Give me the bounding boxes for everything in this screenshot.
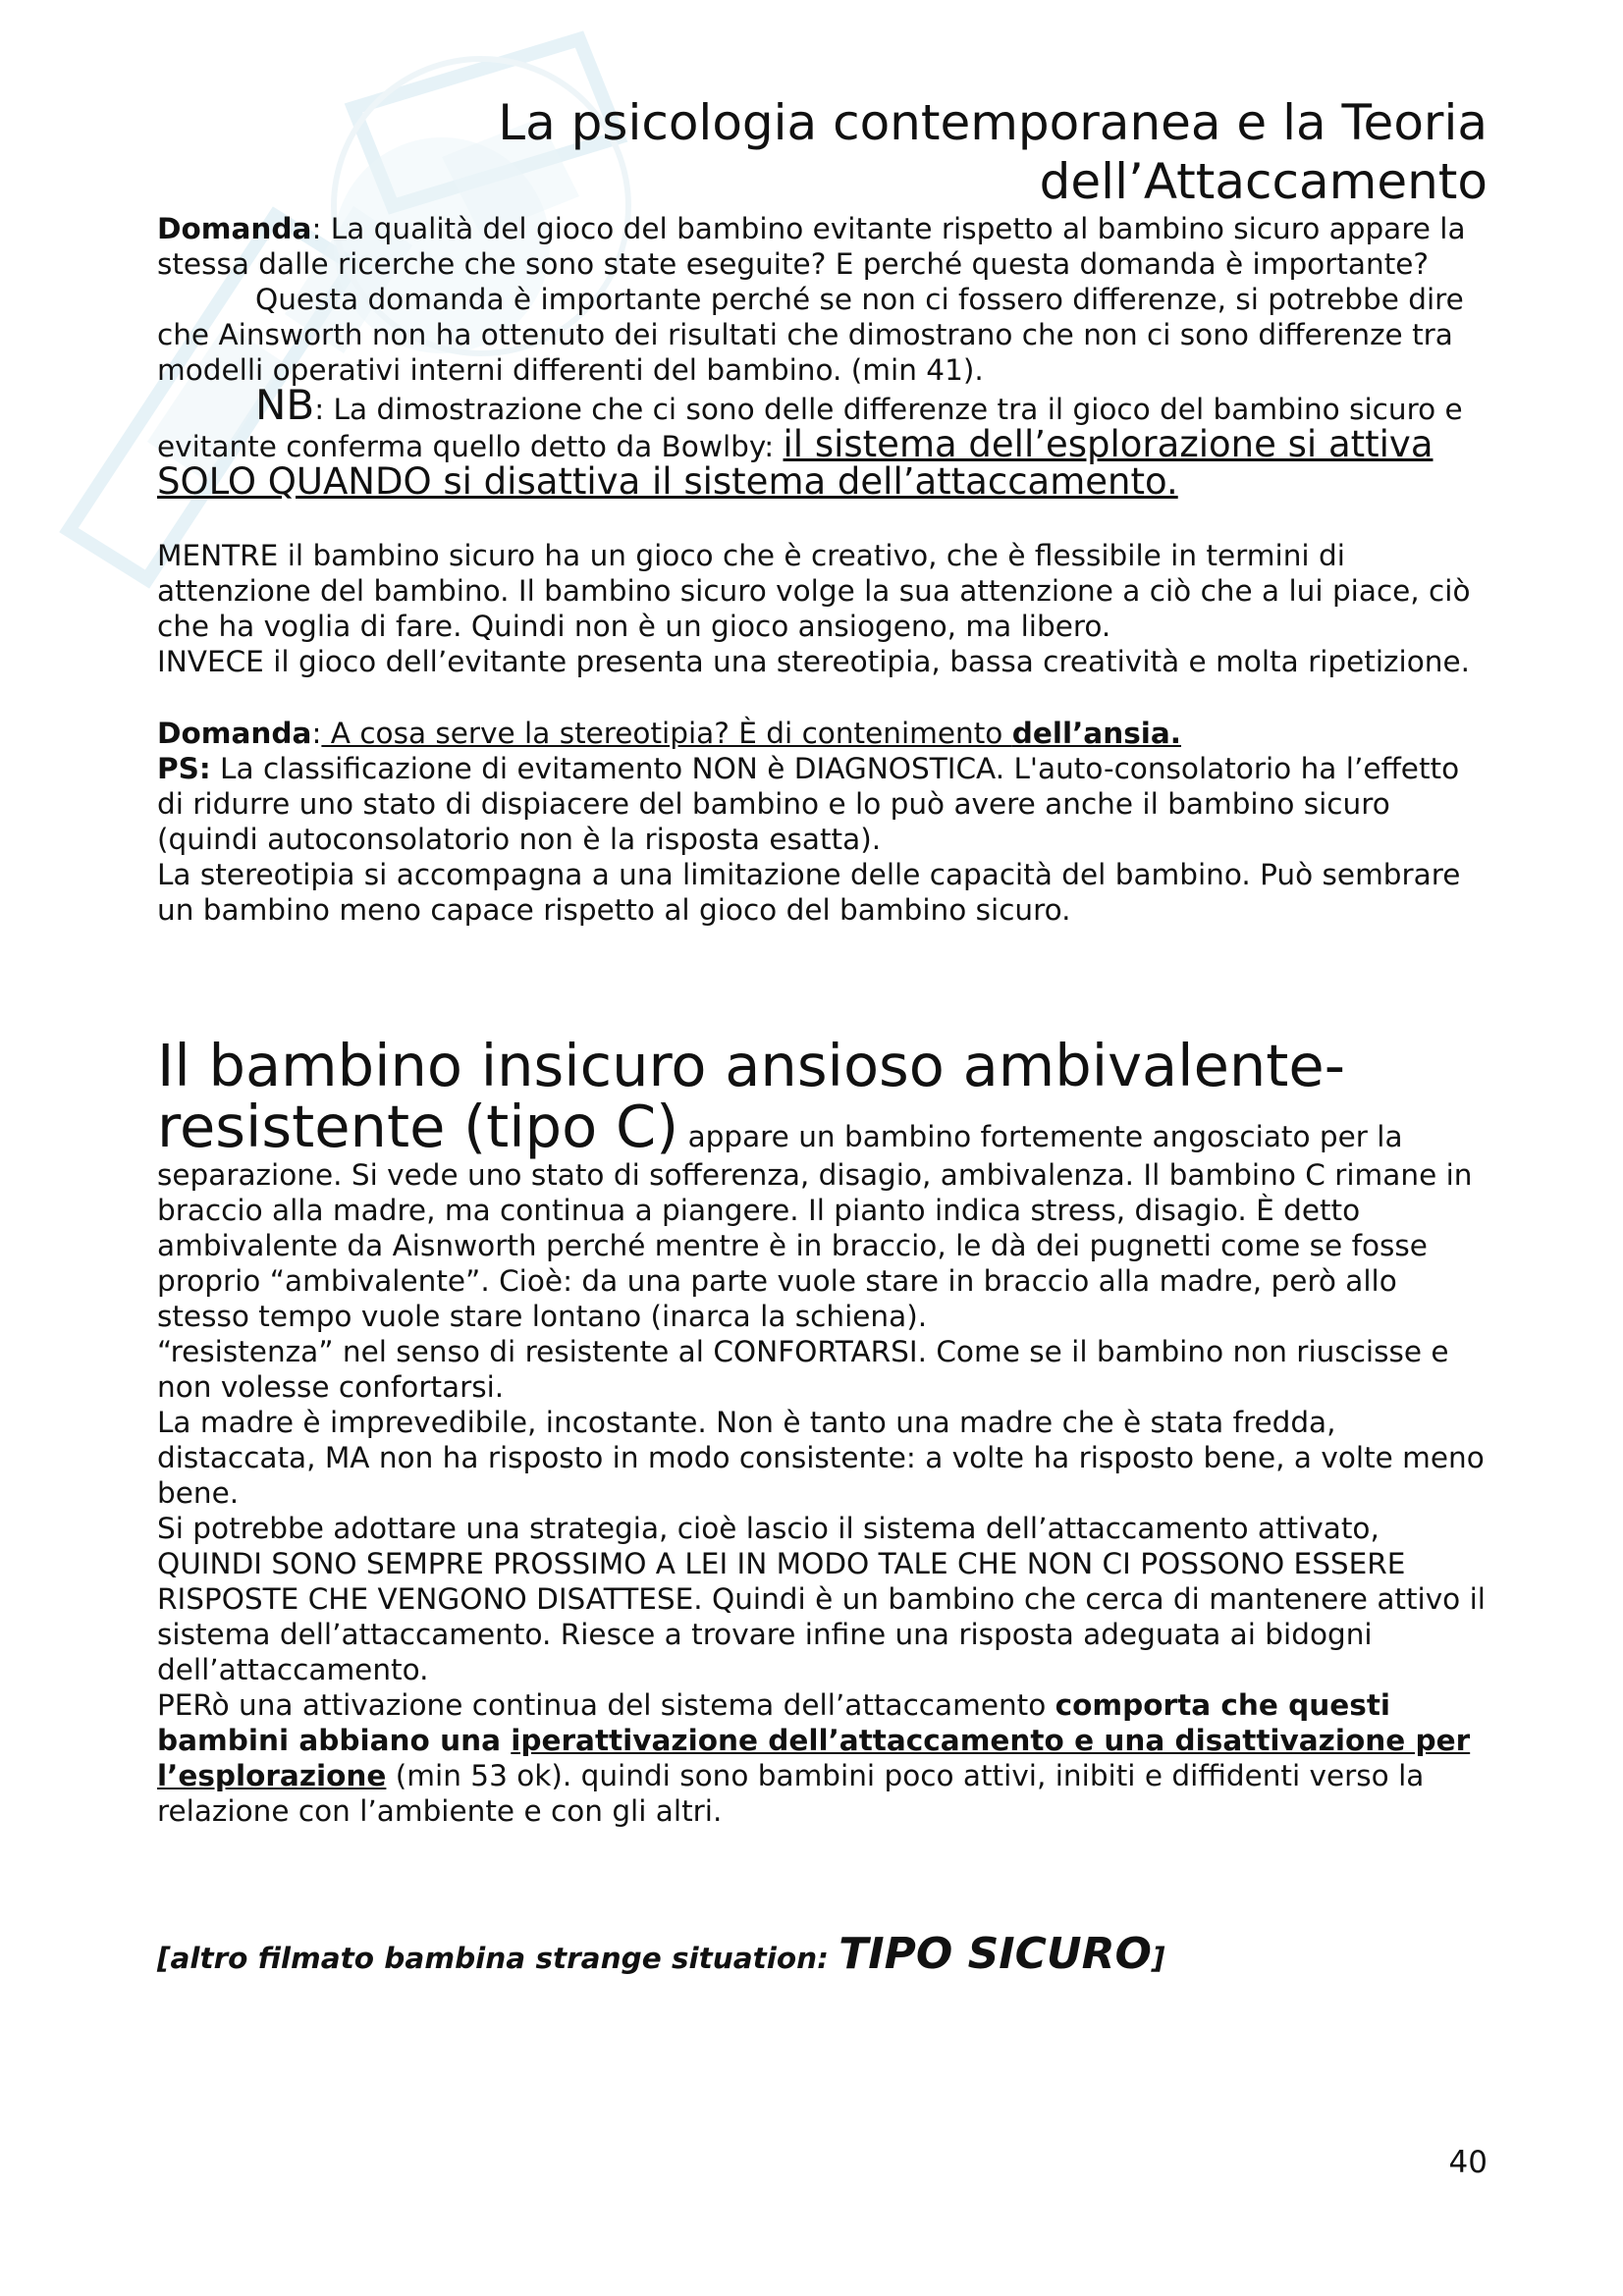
document-page — [157, 93, 1488, 1979]
closing-text: [altro filmato bambina strange situation: — [157, 1942, 839, 1975]
question-2-label: Domanda — [157, 717, 312, 750]
question-1-answer: Questa domanda è importante perché se non ci fossero differenze, si potrebbe dire che Ainsworth non ha ottenuto dei risultati che dimostrano che non ci sono differenze tra modelli operativi interni differenti del bambino. (min 41). — [157, 283, 1464, 387]
avoidant-play-paragraph: INVECE il gioco dell’evitante presenta una stereotipia, bassa creatività e molta ripetizione. — [157, 645, 1470, 678]
nb-emphasis: il sistema dell’esplorazione si attiva SOLO QUANDO si disattiva il sistema dell’attaccamento. — [157, 423, 1434, 503]
ps-label: PS: — [157, 752, 211, 785]
section-c-heading-line1: Il bambino insicuro ansioso ambivalente- — [157, 1032, 1345, 1099]
question-2-colon: : — [311, 717, 322, 750]
closing-end: ] — [1151, 1942, 1165, 1975]
section-c-pero-end: (min 53 ok). quindi sono bambini poco attivi, inibiti e diffidenti verso la relazione con l’ambiente e con gli altri. — [157, 1759, 1425, 1828]
ps-paragraph — [157, 751, 1488, 857]
section-c-pero-bold: comporta che questi bambini abbiano una — [157, 1688, 1391, 1757]
question-1-label: Domanda — [157, 212, 312, 245]
question-2-bold-end: dell’ansia. — [1011, 717, 1181, 750]
page-number: 40 — [1448, 2145, 1488, 2180]
question-1-text: : La qualità del gioco del bambino evitante rispetto al bambino sicuro appare la stessa dalle ricerche che sono state eseguite? E perché questa domanda è importante? — [157, 212, 1466, 281]
section-type-c — [157, 1032, 1488, 1829]
closing-big-text: TIPO SICURO — [839, 1929, 1152, 1979]
nb-paragraph — [157, 381, 1488, 503]
section-c-madre: La madre è imprevedibile, incostante. Non è tanto una madre che è stata fredda, distaccata, MA non ha risposto in modo consistente: a volte ha risposto bene, a volte meno bene. — [157, 1406, 1485, 1510]
section-c-resistenza: “resistenza” nel senso di resistente al CONFORTARSI. Come se il bambino non riuscisse e non volesse confortarsi. — [157, 1335, 1449, 1404]
document-header — [157, 93, 1488, 211]
section-c-intro — [157, 1093, 1488, 1334]
question-2-text: A cosa serve la stereotipia? È di contenimento — [321, 717, 1012, 750]
ps-extra-paragraph: La stereotipia si accompagna a una limitazione delle capacità del bambino. Può sembrare un bambino meno capace rispetto al gioco del bambino sicuro. — [157, 858, 1461, 927]
section-c-intro-text: appare un bambino fortemente angosciato per la separazione. Si vede uno stato di sofferenza, disagio, ambivalenza. Il bambino C rimane in braccio alla madre, ma continua a piangere. Il pianto indica stress, disagio. È detto ambivalente da Aisnworth perché mentre è in braccio, le dà dei pugnetti come se fosse proprio “ambivalente”. Cioè: da una parte vuole stare in braccio alla madre, però allo stesso tempo vuole stare lontano (inarca la schiena). — [157, 1120, 1473, 1333]
ps-text: La classificazione di evitamento NON è DIAGNOSTICA. L'auto-consolatorio ha l’effetto di ridurre uno stato di dispiacere del bambino e lo può avere anche il bambino sicuro (quindi autoconsolatorio non è la risposta esatta). — [157, 752, 1460, 856]
section-c-heading-line2: resistente (tipo C) — [157, 1093, 679, 1160]
closing-note — [157, 1929, 1488, 1979]
question-1 — [157, 211, 1488, 282]
header-title-line2: dell’Attaccamento — [1039, 153, 1488, 210]
nb-label: NB — [255, 381, 315, 429]
nb-text: : La dimostrazione che ci sono delle differenze tra il gioco del bambino sicuro e evitante conferma quello detto da Bowlby: — [157, 393, 1463, 463]
section-c-strategia: Si potrebbe adottare una strategia, cioè lascio il sistema dell’attaccamento attivato, QUINDI SONO SEMPRE PROSSIMO A LEI IN MODO TALE CHE NON CI POSSONO ESSERE RISPOSTE CHE VENGONO DISATTESE. Quindi è un bambino che cerca di mantenere attivo il sistema dell’attaccamento. Riesce a trovare infine una risposta adeguata ai bidogni dell’attaccamento. — [157, 1512, 1486, 1686]
secure-play-paragraph: MENTRE il bambino sicuro ha un gioco che è creativo, che è flessibile in termini di attenzione del bambino. Il bambino sicuro volge la sua attenzione a ciò che a lui piace, ciò che ha voglia di fare. Quindi non è un gioco ansiogeno, ma libero. — [157, 539, 1471, 643]
section-c-pero — [157, 1687, 1488, 1829]
section-c-pero-bold-underlined: iperattivazione dell’attaccamento e una disattivazione per l’esplorazione — [157, 1724, 1471, 1792]
header-title-line1: La psicologia contemporanea e la Teoria — [498, 94, 1488, 151]
question-2 — [157, 716, 1488, 751]
section-c-pero-start: PERò una attivazione continua del sistema dell’attaccamento — [157, 1688, 1055, 1722]
